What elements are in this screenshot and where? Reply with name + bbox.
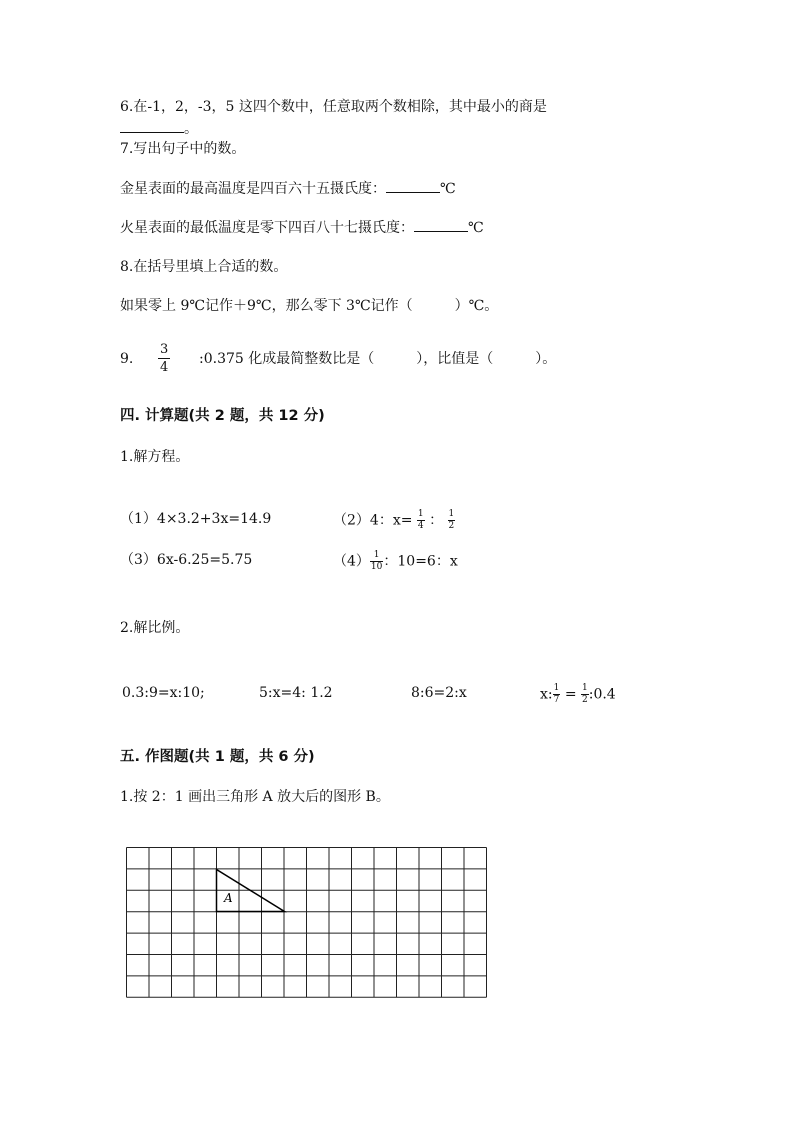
equation-1: （1）4×3.2+3x=14.9 (120, 511, 272, 527)
equation-3: （3）6x-6.25=5.75 (120, 552, 253, 568)
sec4-p1-title: 1.解方程。 (120, 449, 190, 465)
section-5-title: 五. 作图题(共 1 题，共 6 分) (120, 749, 315, 765)
q6-answer-blank[interactable] (120, 119, 184, 133)
q9-number: 9. (120, 351, 134, 367)
sec5-p1-title: 1.按 2：1 画出三角形 A 放大后的图形 B。 (120, 789, 390, 805)
proportion-1: 0.3:9=x:10; (122, 685, 205, 701)
q7-title: 7.写出句子中的数。 (120, 141, 246, 157)
grid-lines (127, 848, 487, 998)
equation-4: （4） $\frac{1}{10}$ ：10=6：x (333, 550, 458, 572)
sec4-p2-title: 2.解比例。 (120, 620, 190, 636)
proportion-4: x: $\frac{1}{7}$ = $\frac{1}{2}$ :0.4 (540, 683, 616, 705)
proportion-2: 5:x=4: 1.2 (259, 685, 333, 701)
q7-line2: 火星表面的最低温度是零下四百八十七摄氏度： ℃ (120, 220, 484, 236)
q9-text: :0.375 化成最简整数比是（ ），比值是（ ）。 (199, 351, 557, 367)
q8-title: 8.在括号里填上合适的数。 (120, 259, 288, 275)
triangle-a-label: A (224, 891, 233, 905)
q7-blank-1[interactable] (386, 179, 440, 193)
q6-text: 6.在-1，2，-3，5 这四个数中，任意取两个数相除，其中最小的商是 (120, 99, 547, 115)
q8-line: 如果零上 9℃记作＋9℃，那么零下 3℃记作（ ）℃。 (120, 298, 499, 314)
q6-answer-line: 。 (120, 119, 198, 138)
equation-2: （2）4：x= $\frac{1}{4}$ ： $\frac{1}{2}$ (333, 509, 455, 531)
section-4-title: 四. 计算题(共 2 题，共 12 分) (120, 408, 325, 424)
q7-blank-2[interactable] (414, 218, 468, 232)
drawing-grid[interactable] (126, 847, 488, 999)
q9-fraction: $\frac{3}{4}$ (160, 342, 169, 375)
q7-line1: 金星表面的最高温度是四百六十五摄氏度： ℃ (120, 181, 456, 197)
proportion-3: 8:6=2:x (411, 685, 467, 701)
